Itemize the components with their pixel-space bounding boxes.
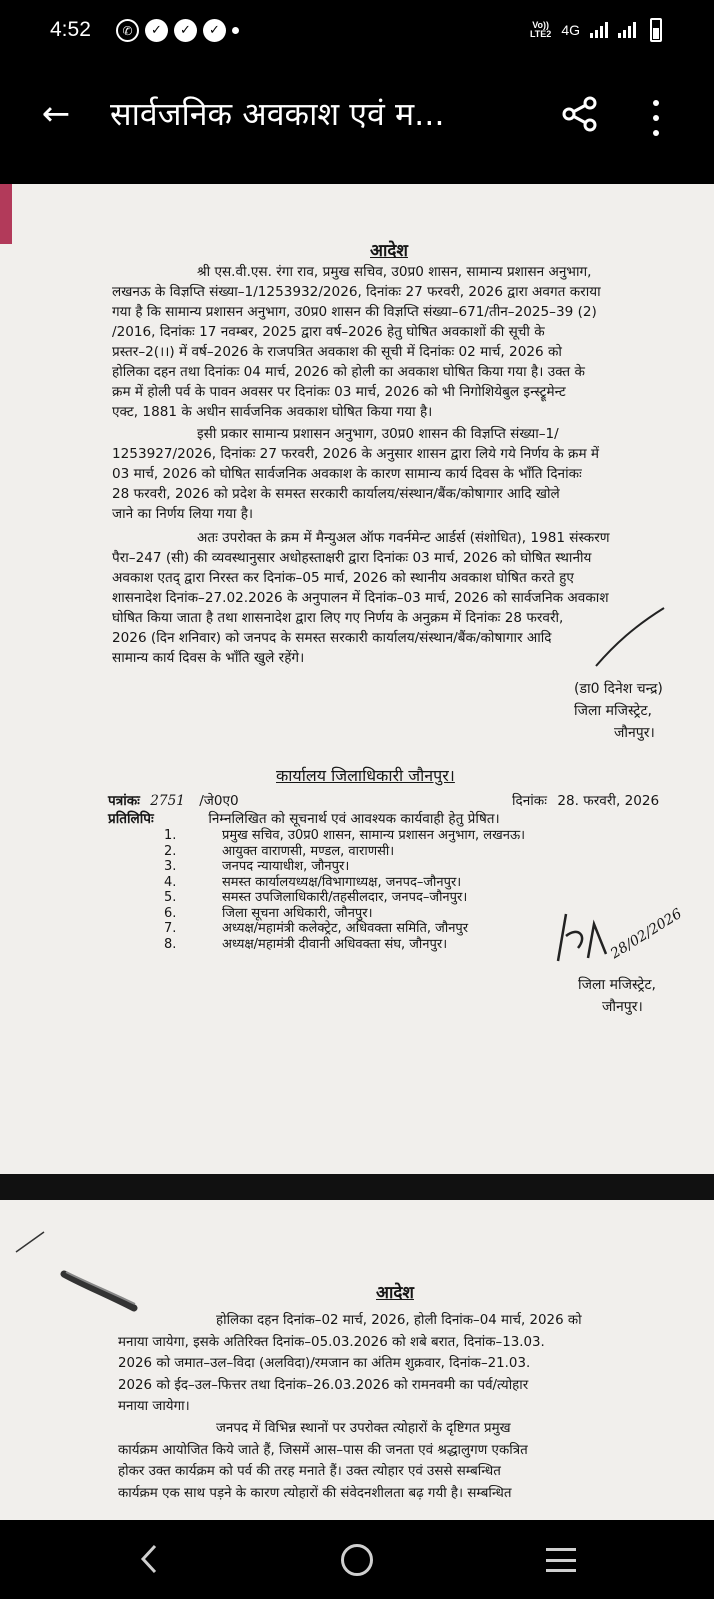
- list-item: 7. अध्यक्ष/महामंत्री कलेक्ट्रेट, अधिवक्ता समिति, जौनपुर: [164, 921, 469, 936]
- dinank-label: दिनांकः: [512, 793, 547, 809]
- order-paragraph-2: [112, 424, 599, 524]
- back-arrow-icon[interactable]: ←: [41, 94, 71, 134]
- text-line: /2016, दिनांकः 17 नवम्बर, 2025 द्वारा वर्ष–2026 हेतु घोषित अवकाशों की सूची के: [112, 324, 545, 340]
- battery-icon: [650, 18, 662, 42]
- nav-home-icon[interactable]: [341, 1544, 373, 1576]
- text-line: जाने का निर्णय लिया गया है।: [112, 506, 254, 522]
- date-row: [512, 790, 659, 809]
- office-title: कार्यालय जिलाधिकारी जौनपुर।: [276, 766, 455, 785]
- nav-back-icon[interactable]: [135, 1542, 165, 1576]
- system-navigation-bar: [0, 1520, 714, 1599]
- pratilipi-text: निम्नलिखित को सूचनार्थ एवं आवश्यक कार्यवाही हेतु प्रेषित।: [208, 811, 500, 827]
- notification-check-icon: ✓: [203, 19, 226, 42]
- reference-row: [108, 790, 239, 809]
- text-line: 1253927/2026, दिनांकः 27 फरवरी, 2026 के अनुसार शासन द्वारा लिये गये निर्णय के क्रम में: [112, 446, 600, 462]
- order-paragraph-1: [112, 262, 601, 422]
- text-line: 2026 (दिन शनिवार) को जनपद के समस्त सरकारी कार्यालय/संस्थान/बैंक/कोषागार आदि: [112, 630, 552, 646]
- order-title: आदेश: [376, 1283, 414, 1303]
- order-paragraph-3: [112, 528, 610, 668]
- handwritten-initials: [548, 906, 618, 966]
- signatory-designation: जिला मजिस्ट्रेट,: [578, 977, 656, 993]
- text-line: पैरा–247 (सी) की व्यवस्थानुसार अधोहस्ताक्षरी द्वारा दिनांकः 03 मार्च, 2026 को घोषित स्थानीय: [112, 550, 592, 566]
- text-line: प्रस्तर–2(।।) में वर्ष–2026 के राजपत्रित अवकाश की सूची में दिनांकः 02 मार्च, 2026 को: [112, 344, 562, 360]
- text-line: अवकाश एतद् द्वारा निरस्त कर दिनांक–05 मार्च, 2026 को स्थानीय अवकाश घोषित करते हुए: [112, 570, 574, 586]
- signatory-place: जौनपुर।: [614, 725, 655, 741]
- handwritten-signature: [590, 604, 670, 674]
- text-line: होलिका दहन दिनांक–02 मार्च, 2026, होली दिनांक–04 मार्च, 2026 को: [216, 1313, 582, 1328]
- notification-check-icon: ✓: [174, 19, 197, 42]
- overflow-menu-icon[interactable]: [650, 100, 662, 136]
- text-line: शासनादेश दिनांक–27.02.2026 के अनुपालन में दिनांक–03 मार्च, 2026 को सार्वजनिक अवकाश: [112, 590, 609, 606]
- patrank-label: पत्रांकः: [108, 793, 140, 809]
- app-bar: [0, 62, 714, 180]
- share-icon[interactable]: [560, 94, 600, 134]
- recipient-list: [164, 828, 525, 952]
- text-line: इसी प्रकार सामान्य प्रशासन अनुभाग, उ0प्र0 शासन की विज्ञप्ति संख्या–1/: [197, 426, 559, 442]
- signatory-name: (डा0 दिनेश चन्द्र): [574, 681, 663, 697]
- text-line: 2026 को जमात–उल–विदा (अलविदा)/रमजान का अंतिम शुक्रवार, दिनांक–21.03.: [118, 1356, 531, 1371]
- volte-icon: Vo)) LTE2: [529, 20, 552, 39]
- page-title: सार्वजनिक अवकाश एवं म...: [110, 95, 445, 133]
- text-line: कार्यक्रम एक साथ पड़ने के कारण त्योहारों की संवेदनशीलता बढ़ गयी है। सम्बन्धित: [118, 1485, 512, 1501]
- notification-check-icon: ✓: [145, 19, 168, 42]
- status-bar: [0, 0, 714, 62]
- patrank-suffix: /जे0ए0: [199, 793, 239, 809]
- document-viewer[interactable]: [0, 180, 714, 1520]
- order-paragraph-2: [118, 1418, 528, 1504]
- status-time: 4:52: [50, 18, 91, 41]
- document-page-1: [0, 184, 714, 1174]
- text-line: लखनऊ के विज्ञप्ति संख्या–1/1253932/2026, दिनांकः 27 फरवरी, 2026 द्वारा अवगत कराया: [112, 284, 601, 300]
- text-line: होलिका दहन तथा दिनांकः 04 मार्च, 2026 को होली का अवकाश घोषित किया गया है। उक्त के: [112, 364, 585, 380]
- notification-icons: [116, 19, 239, 42]
- text-line: 2026 को ईद–उल–फित्तर तथा दिनांक–26.03.2026 को रामनवमी का पर्व/त्योहार: [118, 1377, 529, 1393]
- page-edge-mark: [0, 184, 12, 244]
- text-line: सामान्य कार्य दिवस के भाँति खुले रहेंगे।: [112, 650, 305, 666]
- document-page-2: [0, 1200, 714, 1520]
- more-notifications-dot-icon: [232, 27, 239, 34]
- signal-icon: [618, 22, 636, 38]
- list-item: 5. समस्त उपजिलाधिकारी/तहसीलदार, जनपद–जौनपुर।: [164, 890, 468, 905]
- network-type: 4G: [561, 22, 580, 38]
- text-line: होकर उक्त कार्यक्रम को पर्व की तरह मनाते हैं। उक्त त्योहार एवं उससे सम्बन्धित: [118, 1464, 501, 1479]
- list-item: 3. जनपद न्यायाधीश, जौनपुर।: [164, 859, 350, 874]
- page-gap: [0, 1174, 714, 1200]
- signatory-designation: जिला मजिस्ट्रेट,: [574, 703, 652, 719]
- dinank-value: 28. फरवरी, 2026: [557, 793, 660, 809]
- text-line: 03 मार्च, 2026 को घोषित सार्वजनिक अवकाश के कारण सामान्य कार्य दिवस के भाँति दिनांकः: [112, 466, 582, 482]
- order-paragraph-1: [118, 1310, 582, 1418]
- text-line: गया है कि सामान्य प्रशासन अनुभाग, उ0प्र0 शासन की विज्ञप्ति संख्या–671/तीन–2025–39 (2): [112, 304, 597, 320]
- list-item: 8. अध्यक्ष/महामंत्री दीवानी अधिवक्ता संघ, जौनपुर।: [164, 936, 448, 952]
- text-line: श्री एस.वी.एस. रंगा राव, प्रमुख सचिव, उ0प्र0 शासन, सामान्य प्रशासन अनुभाग,: [197, 264, 592, 280]
- text-line: कार्यक्रम आयोजित किये जाते हैं, जिसमें आस–पास की जनता एवं श्रद्धालुगण एकत्रित: [118, 1442, 528, 1458]
- text-line: जनपद में विभिन्न स्थानों पर उपरोक्त त्योहारों के दृष्टिगत प्रमुख: [216, 1421, 511, 1436]
- order-title: आदेश: [370, 241, 408, 261]
- pratilipi-row: [108, 808, 500, 827]
- list-item: 2. आयुक्त वाराणसी, मण्डल, वाराणसी।: [164, 843, 395, 859]
- text-line: क्रम में होली पर्व के पावन अवसर पर दिनांकः 03 मार्च, 2026 को भी निगोशियेबुल इन्स्ट्रूमेन्ट: [112, 384, 566, 400]
- text-line: घोषित किया जाता है तथा शासनादेश द्वारा लिए गए निर्णय के अनुक्रम में दिनांकः 28 फरवरी,: [112, 610, 564, 626]
- handwritten-date: 28/02/2026: [607, 905, 685, 963]
- patrank-number: 2751: [150, 793, 185, 809]
- list-item: 1. प्रमुख सचिव, उ0प्र0 शासन, सामान्य प्रशासन अनुभाग, लखनऊ।: [164, 828, 526, 843]
- list-item: 4. समस्त कार्यालयध्यक्ष/विभागाध्यक्ष, जनपद–जौनपुर।: [164, 874, 462, 890]
- nav-recents-icon[interactable]: [546, 1548, 576, 1572]
- signature-block-2: [578, 974, 656, 1018]
- text-line: एक्ट, 1881 के अधीन सार्वजनिक अवकाश घोषित किया गया है।: [112, 404, 433, 420]
- pratilipi-label: प्रतिलिपिः: [108, 811, 154, 827]
- whatsapp-icon: ✆: [116, 19, 139, 42]
- text-line: 28 फरवरी, 2026 को प्रदेश के समस्त सरकारी कार्यालय/संस्थान/बैंक/कोषागार आदि खोले: [112, 486, 560, 502]
- status-right: [530, 21, 654, 39]
- signal-icon: [590, 22, 608, 38]
- signature-block-1: [574, 678, 663, 744]
- text-line: मनाया जायेगा।: [118, 1399, 190, 1414]
- text-line: मनाया जायेगा, इसके अतिरिक्त दिनांक–05.03.2026 को शबे बरात, दिनांक–13.03.: [118, 1334, 545, 1350]
- text-line: अतः उपरोक्त के क्रम में मैन्युअल ऑफ गवर्नमेन्ट आर्डर्स (संशोधित), 1981 संस्करण: [197, 530, 610, 546]
- list-item: 6. जिला सूचना अधिकारी, जौनपुर।: [164, 905, 373, 921]
- signatory-place: जौनपुर।: [602, 999, 643, 1015]
